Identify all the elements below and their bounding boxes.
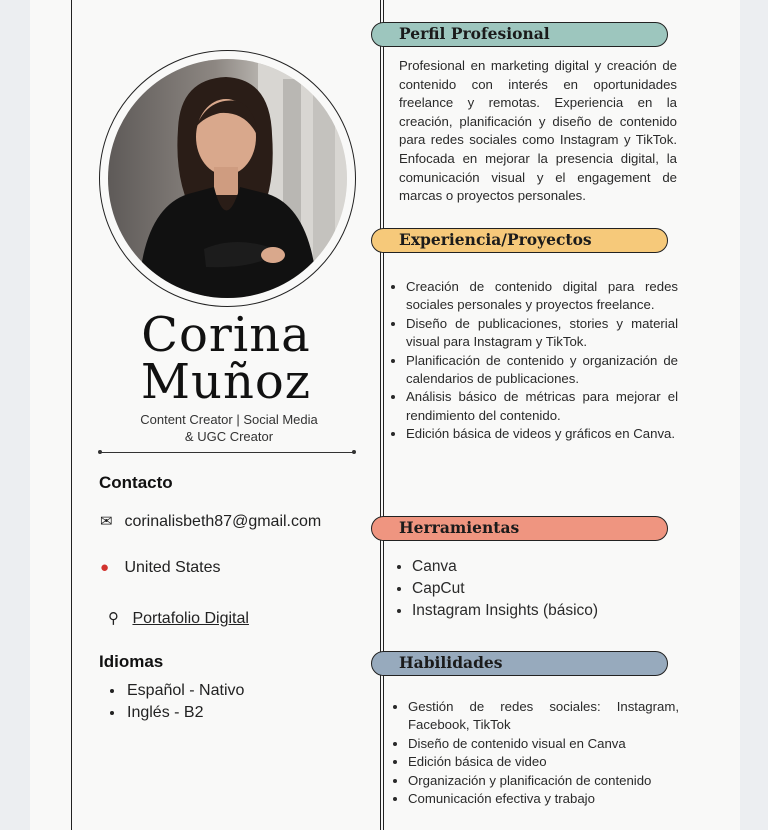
resume-page [30,0,740,830]
contact-heading: Contacto [99,473,173,492]
section-header-herramientas: Herramientas [371,516,668,541]
section-header-perfil: Perfil Profesional [371,22,668,47]
list-item: • Diseño de contenido visual en Canva [408,735,679,753]
location-row [100,559,221,577]
languages-heading: Idiomas [99,652,164,671]
list-item: • Análisis básico de métricas para mejorar el rendimiento del contenido. [406,388,678,425]
portfolio-link[interactable] [108,609,249,628]
section-header-habilidades: Habilidades [371,651,668,676]
list-item: • Inglés - B2 [125,702,244,724]
link-icon: ⚲ [108,610,119,627]
job-title-line-2: & UGC Creator [184,429,274,444]
skills-list [392,698,679,808]
list-item: • Español - Nativo [125,680,244,702]
full-name [71,307,381,410]
list-item: • Edición básica de video [408,753,679,771]
list-item: • Creación de contenido digital para redes sociales personales y proyectos freelance. [406,278,678,315]
profile-summary: Profesional en marketing digital y creación de contenido con interés en oportunidades freelance y remotas. Experiencia en la creación, planificación y diseño de contenido para redes sociales como Instagram y TikTok. Enfocada en mejorar la presencia digital, la comunicación visual y el engagement de marcas o proyectos personales. [399,58,677,204]
section-header-experiencia: Experiencia/Proyectos [371,228,668,253]
list-item: • Gestión de redes sociales: Instagram, Facebook, TikTok [408,698,679,735]
tools-list [396,556,672,622]
timeline-line [383,0,384,830]
location-text: United States [124,559,221,576]
portfolio-label[interactable]: Portafolio Digital [132,610,249,627]
list-item: • Diseño de publicaciones, stories y material visual para Instagram y TikTok. [406,315,678,352]
list-item: • Instagram Insights (básico) [412,600,672,622]
list-item: • Organización y planificación de contenido [408,772,679,790]
languages-list [102,680,244,724]
list-item: • Edición básica de videos y gráficos en Canva. [406,425,678,443]
experience-list [390,278,678,444]
first-name: Corina [141,307,311,363]
pin-icon: ● [100,559,110,576]
list-item: • Planificación de contenido y organización de calendarios de publicaciones. [406,352,678,389]
last-name: Muñoz [140,354,312,410]
envelope-icon: ✉ [100,513,113,530]
divider [100,452,354,453]
profile-photo [108,59,347,298]
list-item: • Canva [412,556,672,578]
job-title [110,411,348,445]
email-row[interactable] [100,512,321,531]
email-text: corinalisbeth87@gmail.com [124,513,322,530]
list-item: • Comunicación efectiva y trabajo [408,790,679,808]
list-item: • CapCut [412,578,672,600]
job-title-line-1: Content Creator | Social Media [140,412,318,427]
